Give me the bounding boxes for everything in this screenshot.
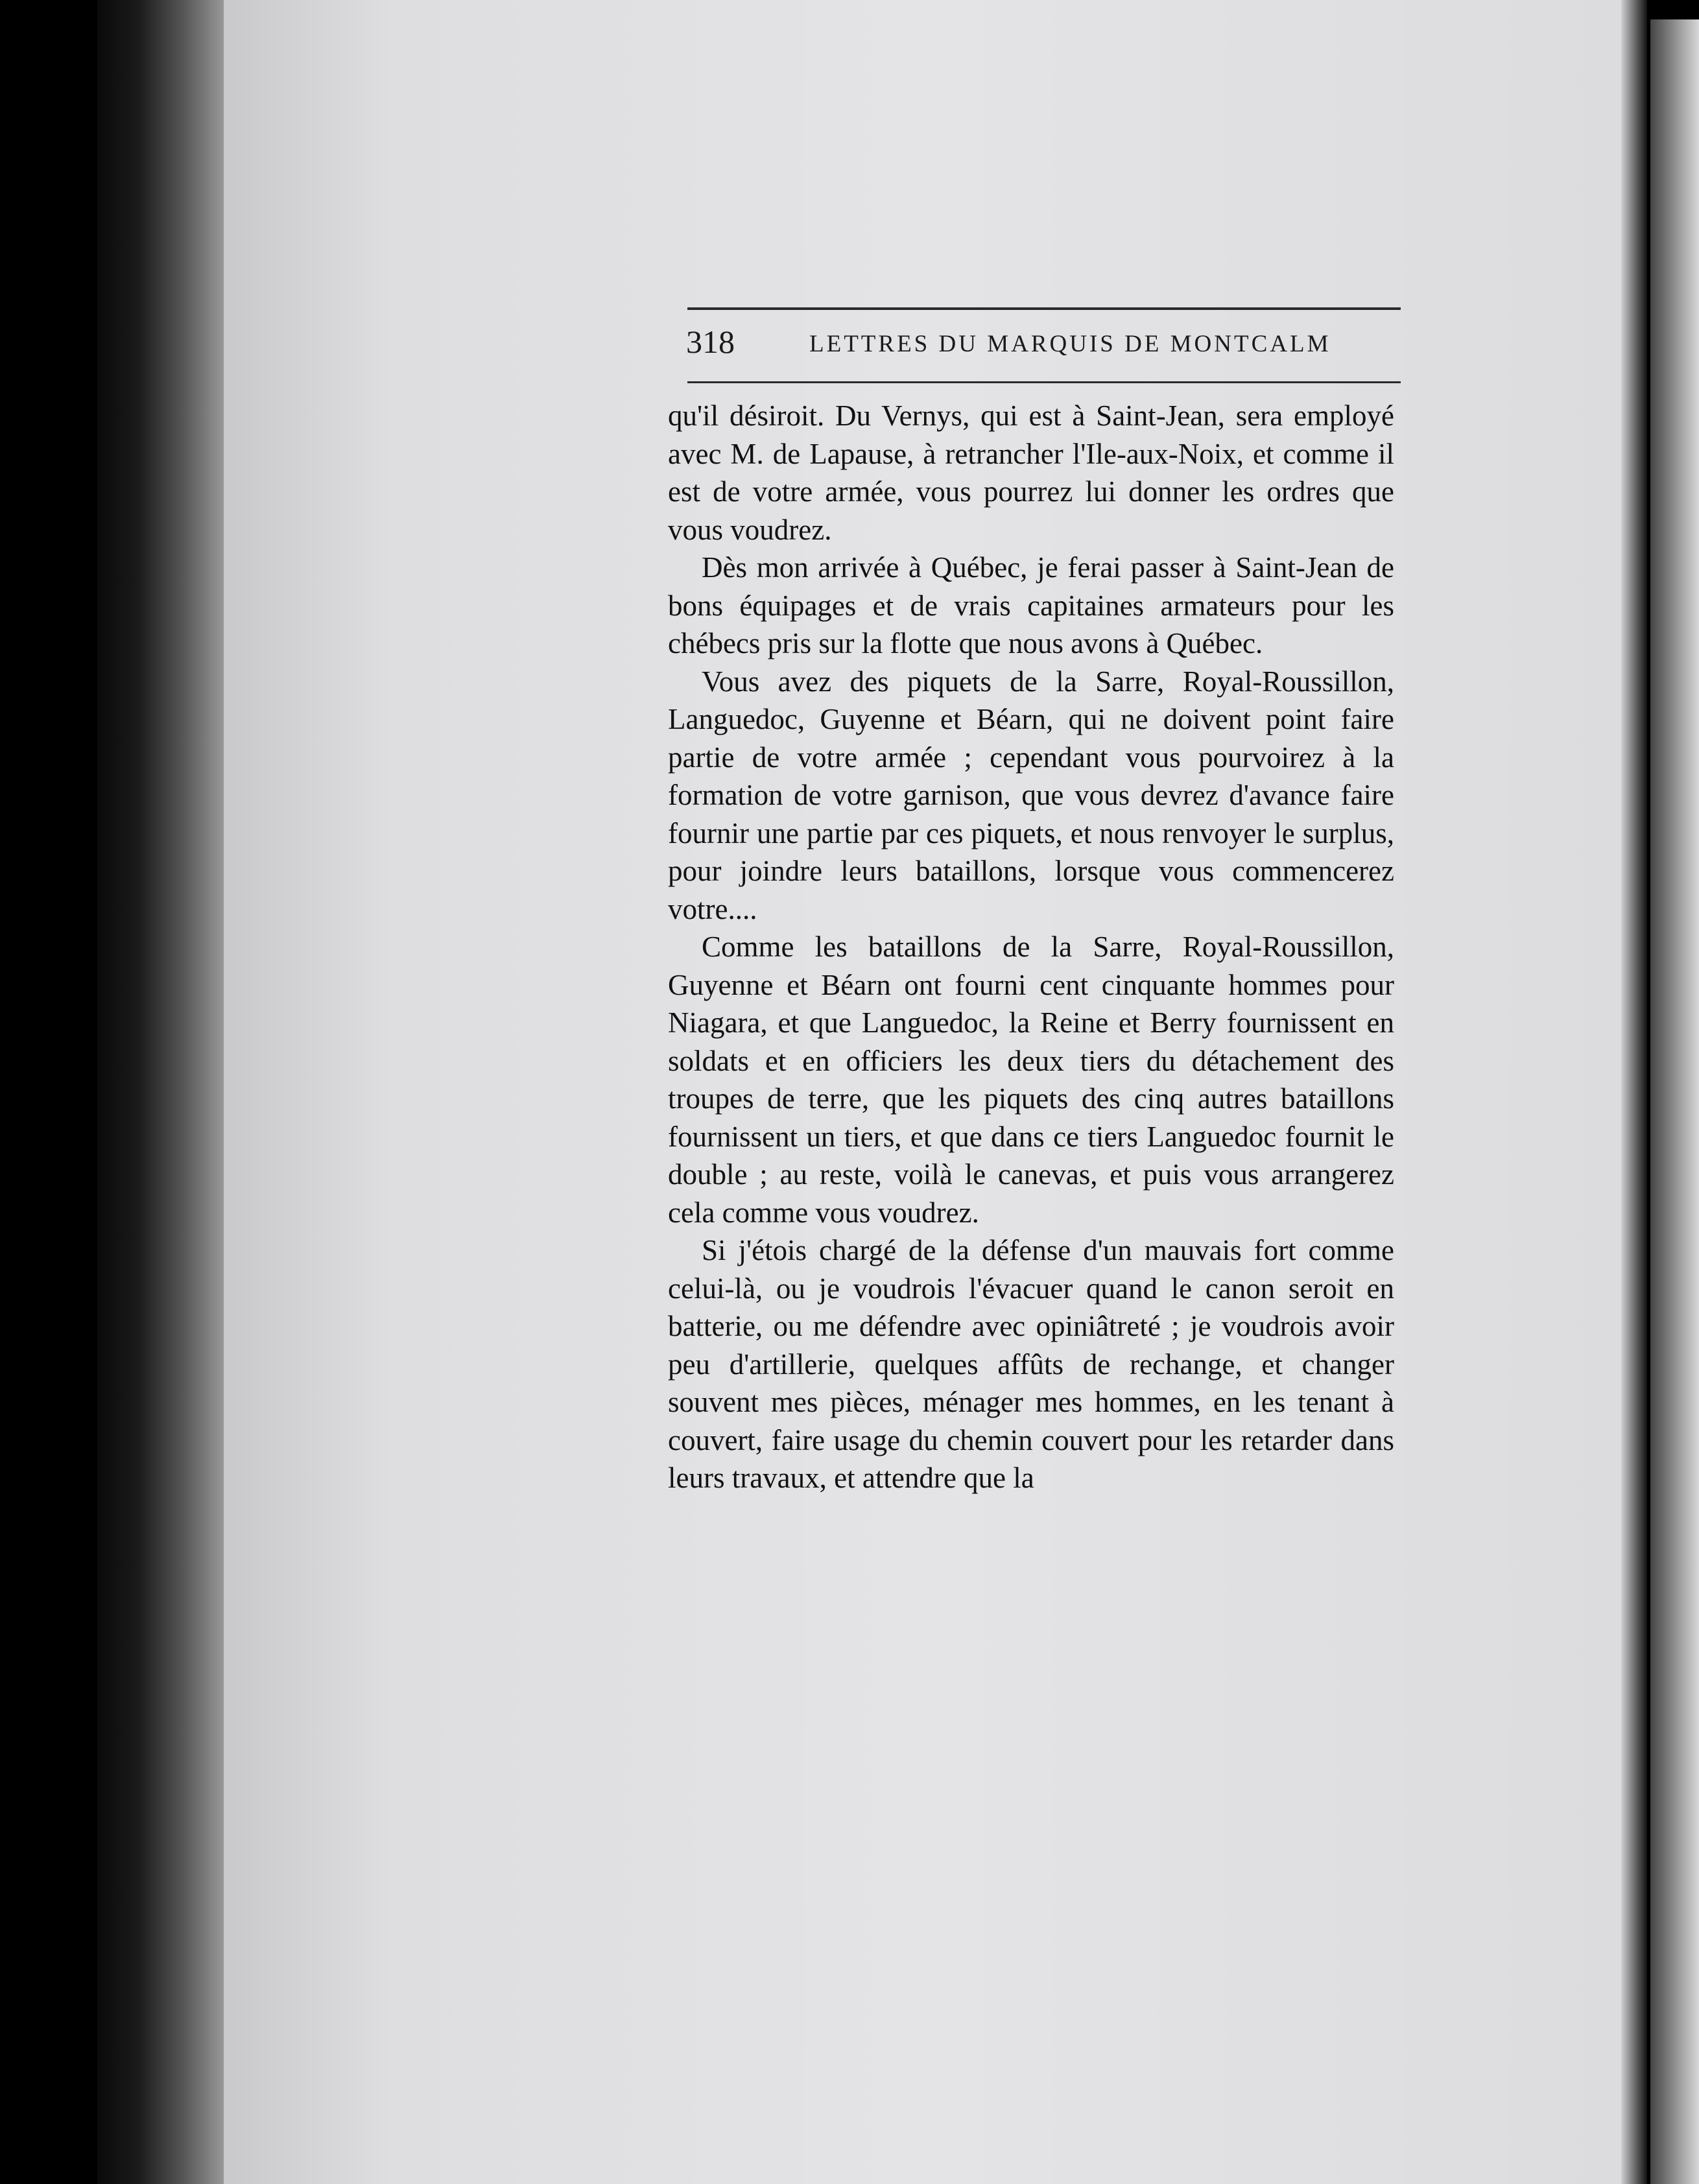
- page-right-edge: [1621, 0, 1647, 2184]
- paragraph: Comme les bataillons de la Sarre, Royal-Roussillon, Guyenne et Béarn ont fourni cent cinquante hommes pour Niagara, et que Languedoc, la Reine et Berry fournissent en soldats et en officiers les deux tiers du détachement des troupes de terre, que les piquets des cinq autres bataillons fournissent un tiers, et que dans ce tiers Languedoc fournit le double ; au reste, voilà le canevas, et puis vous arrangerez cela comme vous voudrez.: [668, 931, 1394, 1229]
- page-number: 318: [686, 324, 735, 360]
- paragraph: Si j'étois chargé de la défense d'un mauvais fort comme celui-là, ou je voudrois l'évacuer quand le canon seroit en batterie, ou me défendre avec opiniâtreté ; je voudrois avoir peu d'artillerie, quelques affûts de rechange, et changer souvent mes pièces, ménager mes hommes, en les tenant à couvert, faire usage du chemin couvert pour les retarder dans leurs travaux, et attendre que la: [668, 1234, 1394, 1494]
- body-text: [668, 397, 1394, 1497]
- adjacent-page-edge: [1650, 19, 1699, 2184]
- book-gutter: [97, 0, 233, 2184]
- paragraph: Vous avez des piquets de la Sarre, Royal-Roussillon, Languedoc, Guyenne et Béarn, qui ne doivent point faire partie de votre armée ; cependant vous pourvoirez à la formation de votre garnison, que vous devrez d'avance faire fournir une partie par ces piquets, et nous renvoyer le surplus, pour joindre leurs bataillons, lorsque vous commencerez votre....: [668, 665, 1394, 925]
- running-head: [686, 319, 1399, 364]
- paragraph: Dès mon arrivée à Québec, je ferai passer à Saint-Jean de bons équipages et de vrais capitaines armateurs pour les chébecs pris sur la flotte que nous avons à Québec.: [668, 551, 1394, 659]
- running-title: LETTRES DU MARQUIS DE MONTCALM: [809, 331, 1331, 357]
- header-rule-bottom: [687, 381, 1401, 383]
- paragraph: qu'il désiroit. Du Vernys, qui est à Saint-Jean, sera employé avec M. de Lapause, à retrancher l'Ile-aux-Noix, et comme il est de votre armée, vous pourrez lui donner les ordres que vous voudrez.: [668, 399, 1394, 546]
- header-rule-top: [687, 307, 1401, 310]
